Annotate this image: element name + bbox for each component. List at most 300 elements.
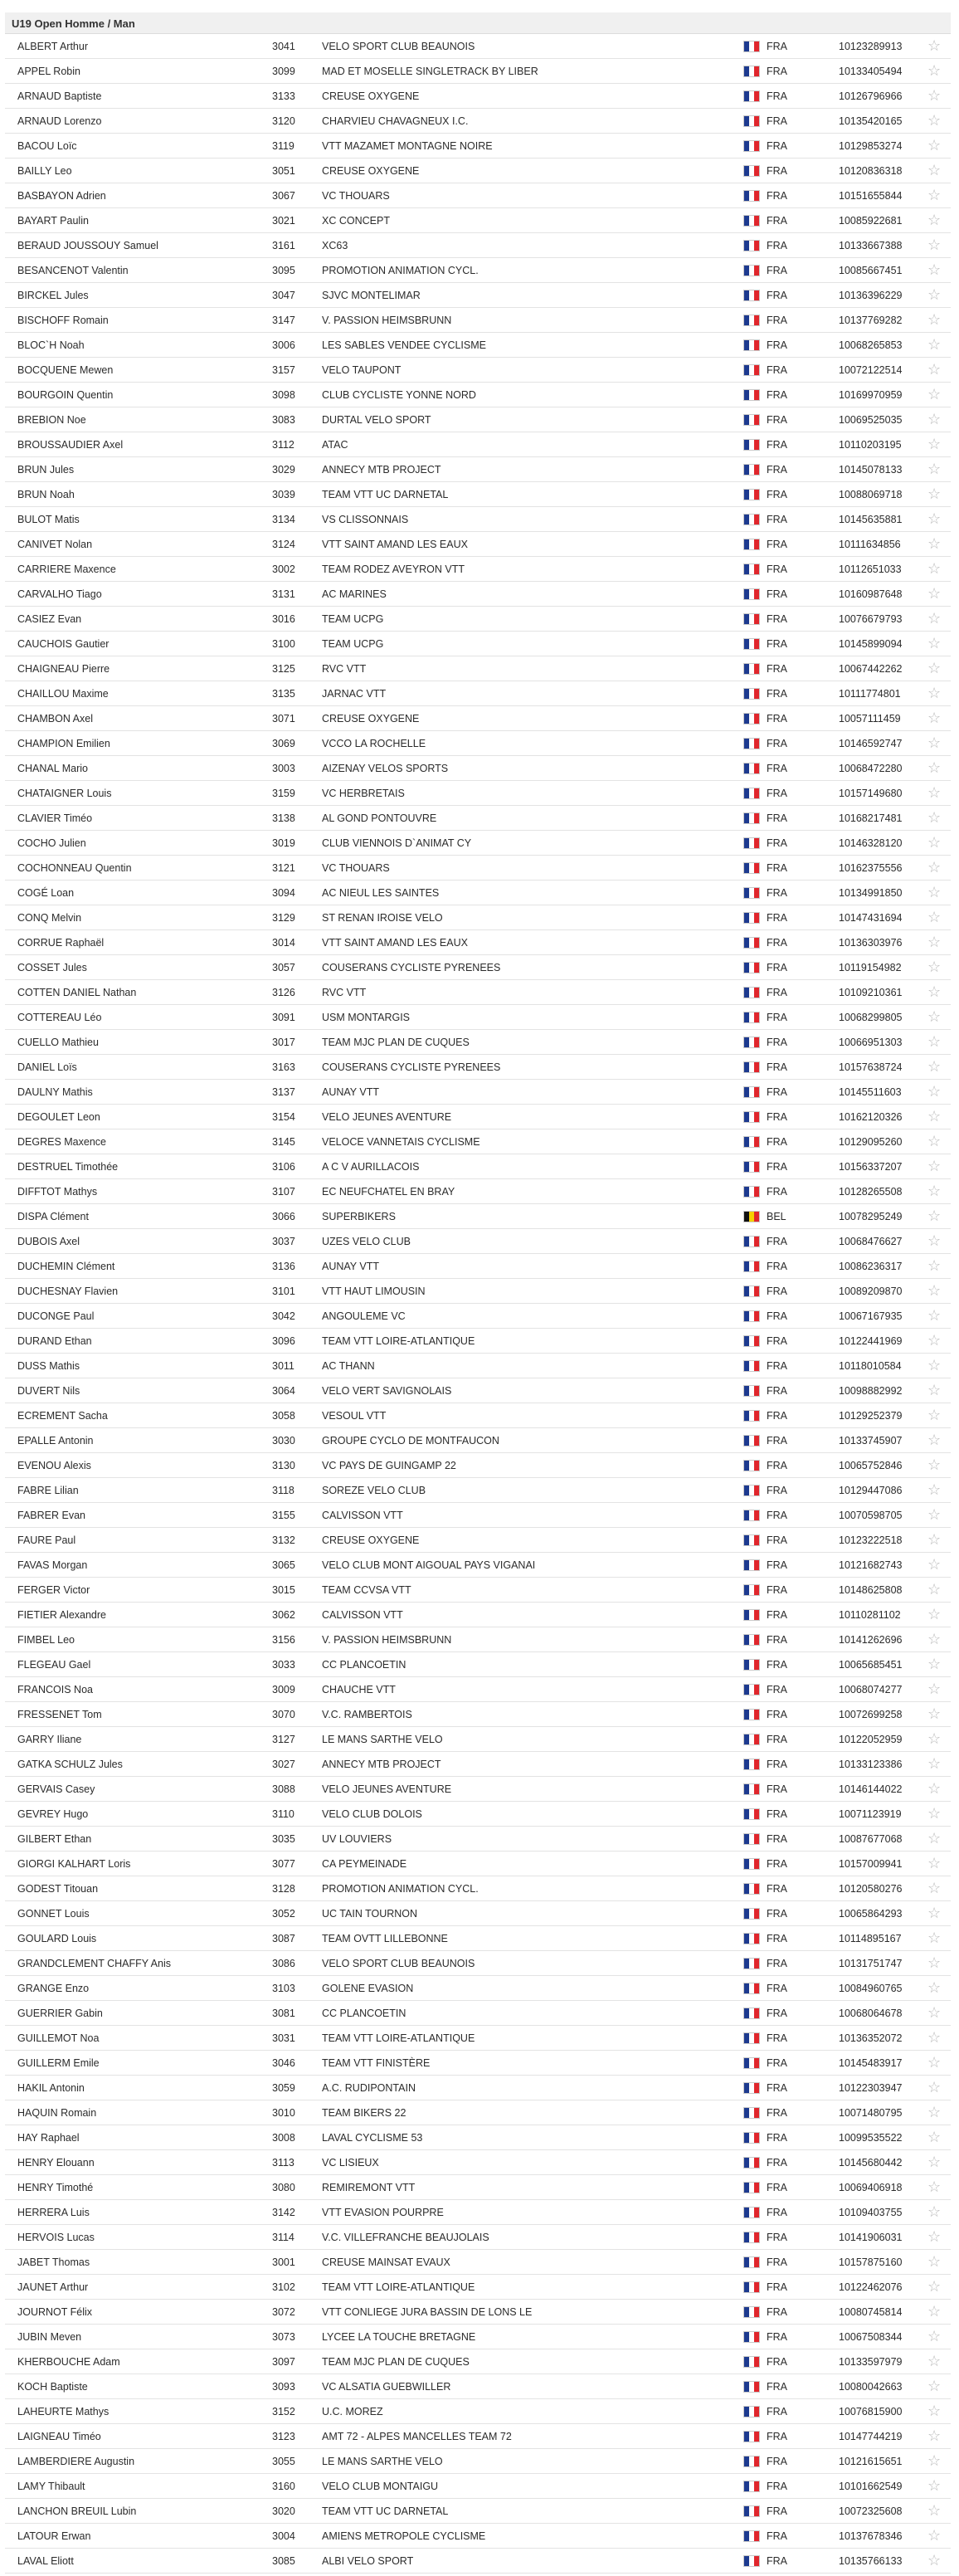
star-outline-icon[interactable]: ☆	[927, 710, 942, 726]
nationality-code: FRA	[767, 1609, 787, 1621]
rider-row	[5, 2275, 951, 2300]
star-outline-icon[interactable]: ☆	[927, 1133, 942, 1149]
star-outline-icon[interactable]: ☆	[927, 635, 942, 651]
uci-id: 10131751747	[839, 1958, 903, 1969]
star-outline-icon[interactable]: ☆	[927, 2154, 942, 2170]
star-outline-icon[interactable]: ☆	[927, 336, 942, 353]
uci-id: 10080745814	[839, 2306, 903, 2318]
club-name: VELO CLUB MONT AIGOUAL PAYS VIGANAI	[322, 1559, 536, 1571]
flag-fra-icon	[743, 2132, 760, 2144]
rider-name: DUVERT Nils	[17, 1385, 80, 1397]
rider-name: GRANDCLEMENT CHAFFY Anis	[17, 1958, 171, 1969]
star-outline-icon[interactable]: ☆	[927, 1282, 942, 1299]
bib-number: 3103	[272, 1983, 295, 1994]
star-outline-icon[interactable]: ☆	[927, 37, 942, 54]
bib-number: 3085	[272, 2555, 295, 2567]
bib-number: 3066	[272, 1211, 295, 1222]
flag-fra-icon	[743, 2281, 760, 2293]
star-outline-icon[interactable]: ☆	[927, 311, 942, 328]
bib-number: 3065	[272, 1559, 295, 1571]
nationality-code: FRA	[767, 1584, 787, 1596]
rider-name: BIRCKEL Jules	[17, 290, 89, 301]
star-outline-icon[interactable]: ☆	[927, 137, 942, 154]
rider-row	[5, 2424, 951, 2449]
star-outline-icon[interactable]: ☆	[927, 361, 942, 378]
club-name: CA PEYMEINADE	[322, 1858, 407, 1870]
club-name: VCCO LA ROCHELLE	[322, 738, 426, 749]
uci-id: 10114895167	[839, 1933, 902, 1944]
star-outline-icon[interactable]: ☆	[927, 261, 942, 278]
rider-row	[5, 806, 951, 831]
rider-name: CARVALHO Tiago	[17, 588, 102, 600]
nationality-code: FRA	[767, 1012, 787, 1023]
flag-fra-icon	[743, 1709, 760, 1720]
flag-fra-icon	[743, 265, 760, 276]
star-outline-icon[interactable]: ☆	[927, 1232, 942, 1249]
rider-row	[5, 208, 951, 233]
bib-number: 3070	[272, 1709, 295, 1720]
uci-id: 10133123386	[839, 1759, 903, 1770]
club-name: VC LISIEUX	[322, 2157, 379, 2169]
uci-id: 10111634856	[839, 539, 901, 550]
bib-number: 3011	[272, 1360, 295, 1372]
star-outline-icon[interactable]: ☆	[927, 1208, 942, 1224]
star-outline-icon[interactable]: ☆	[927, 2477, 942, 2494]
bib-number: 3110	[272, 1808, 295, 1820]
star-outline-icon[interactable]: ☆	[927, 1681, 942, 1697]
rider-name: FAVAS Morgan	[17, 1559, 88, 1571]
rider-row	[5, 1129, 951, 1154]
bib-number: 3047	[272, 290, 295, 301]
rider-name: FIMBEL Leo	[17, 1634, 75, 1646]
uci-id: 10151655844	[839, 190, 903, 202]
flag-fra-icon	[743, 2331, 760, 2343]
bib-number: 3159	[272, 788, 295, 799]
star-outline-icon[interactable]: ☆	[927, 2054, 942, 2071]
star-outline-icon[interactable]: ☆	[927, 87, 942, 104]
flag-fra-icon	[743, 862, 760, 874]
club-name: VC THOUARS	[322, 862, 390, 874]
rider-row	[5, 557, 951, 582]
nationality-code: FRA	[767, 1659, 787, 1671]
flag-fra-icon	[743, 788, 760, 799]
star-outline-icon[interactable]: ☆	[927, 1705, 942, 1722]
rider-row	[5, 2175, 951, 2200]
flag-fra-icon	[743, 2082, 760, 2094]
uci-id: 10099535522	[839, 2132, 903, 2144]
bib-number: 3042	[272, 1310, 295, 1322]
star-outline-icon[interactable]: ☆	[927, 2178, 942, 2195]
uci-id: 10069406918	[839, 2182, 903, 2193]
rider-name: GILBERT Ethan	[17, 1833, 92, 1845]
rider-row	[5, 1229, 951, 1254]
star-outline-icon[interactable]: ☆	[927, 411, 942, 427]
star-outline-icon[interactable]: ☆	[927, 1332, 942, 1349]
bib-number: 3157	[272, 364, 295, 376]
star-outline-icon[interactable]: ☆	[927, 237, 942, 253]
rider-name: FERGER Victor	[17, 1584, 90, 1596]
star-outline-icon[interactable]: ☆	[927, 535, 942, 552]
nationality-code: FRA	[767, 588, 787, 600]
star-outline-icon[interactable]: ☆	[927, 1183, 942, 1199]
club-name: VC HERBRETAIS	[322, 788, 405, 799]
star-outline-icon[interactable]: ☆	[927, 2378, 942, 2394]
star-outline-icon[interactable]: ☆	[927, 1730, 942, 1747]
star-outline-icon[interactable]: ☆	[927, 1606, 942, 1622]
uci-id: 10134991850	[839, 887, 903, 899]
star-outline-icon[interactable]: ☆	[927, 2328, 942, 2344]
rider-name: EVENOU Alexis	[17, 1460, 91, 1471]
uci-id: 10145899094	[839, 638, 903, 650]
star-outline-icon[interactable]: ☆	[927, 2303, 942, 2320]
star-outline-icon[interactable]: ☆	[927, 983, 942, 1000]
rider-name: LAVAL Eliott	[17, 2555, 74, 2567]
rider-name: CANIVET Nolan	[17, 539, 93, 550]
rider-name: CHATAIGNER Louis	[17, 788, 112, 799]
star-outline-icon[interactable]: ☆	[927, 884, 942, 900]
rider-row	[5, 2325, 951, 2349]
star-outline-icon[interactable]: ☆	[927, 461, 942, 477]
star-outline-icon[interactable]: ☆	[927, 1905, 942, 1921]
rider-row	[5, 1403, 951, 1428]
rider-name: DUCONGE Paul	[17, 1310, 95, 1322]
rider-name: HERVOIS Lucas	[17, 2232, 95, 2243]
star-outline-icon[interactable]: ☆	[927, 1108, 942, 1125]
bib-number: 3121	[272, 862, 295, 874]
uci-id: 10068265853	[839, 339, 903, 351]
bib-number: 3155	[272, 1510, 295, 1521]
rider-name: DESTRUEL Timothée	[17, 1161, 119, 1173]
bib-number: 3147	[272, 315, 295, 326]
flag-fra-icon	[743, 1186, 760, 1198]
rider-name: DEGOULET Leon	[17, 1111, 100, 1123]
nationality-code: FRA	[767, 613, 787, 625]
star-outline-icon[interactable]: ☆	[927, 959, 942, 975]
nationality-code: FRA	[767, 514, 787, 525]
flag-fra-icon	[743, 1012, 760, 1023]
star-outline-icon[interactable]: ☆	[927, 1357, 942, 1373]
rider-row	[5, 532, 951, 557]
star-outline-icon[interactable]: ☆	[927, 585, 942, 602]
flag-fra-icon	[743, 2381, 760, 2393]
star-outline-icon[interactable]: ☆	[927, 1930, 942, 1946]
rider-name: CHAMPION Emilien	[17, 738, 110, 749]
club-name: TEAM VTT LOIRE-ATLANTIQUE	[322, 1335, 475, 1347]
club-name: TEAM UCPG	[322, 613, 384, 625]
rider-row	[5, 681, 951, 706]
uci-id: 10135420165	[839, 115, 903, 127]
rider-row	[5, 109, 951, 134]
star-outline-icon[interactable]: ☆	[927, 1631, 942, 1647]
flag-bel-icon	[743, 1211, 760, 1222]
star-outline-icon[interactable]: ☆	[927, 734, 942, 751]
rider-row	[5, 134, 951, 159]
star-outline-icon[interactable]: ☆	[927, 510, 942, 527]
club-name: CHARVIEU CHAVAGNEUX I.C.	[322, 115, 469, 127]
bib-number: 3152	[272, 2406, 295, 2417]
rider-name: DISPA Clément	[17, 1211, 89, 1222]
bib-number: 3055	[272, 2456, 295, 2467]
flag-fra-icon	[743, 2207, 760, 2218]
club-name: CALVISSON VTT	[322, 1609, 403, 1621]
star-outline-icon[interactable]: ☆	[927, 1481, 942, 1498]
star-outline-icon[interactable]: ☆	[927, 1581, 942, 1598]
bib-number: 3096	[272, 1335, 295, 1347]
rider-name: DURAND Ethan	[17, 1335, 92, 1347]
club-name: VTT SAINT AMAND LES EAUX	[322, 937, 468, 949]
star-outline-icon[interactable]: ☆	[927, 2029, 942, 2046]
rider-name: KOCH Baptiste	[17, 2381, 88, 2393]
star-outline-icon[interactable]: ☆	[927, 2452, 942, 2469]
star-outline-icon[interactable]: ☆	[927, 62, 942, 79]
star-outline-icon[interactable]: ☆	[927, 162, 942, 178]
rider-name: HERRERA Luis	[17, 2207, 90, 2218]
star-outline-icon[interactable]: ☆	[927, 610, 942, 627]
flag-fra-icon	[743, 1808, 760, 1820]
club-name: UV LOUVIERS	[322, 1833, 392, 1845]
star-outline-icon[interactable]: ☆	[927, 1880, 942, 1896]
star-outline-icon[interactable]: ☆	[927, 1382, 942, 1398]
nationality-code: FRA	[767, 1983, 787, 1994]
club-name: AMIENS METROPOLE CYCLISME	[322, 2530, 486, 2542]
rider-row	[5, 1279, 951, 1304]
star-outline-icon[interactable]: ☆	[927, 909, 942, 925]
nationality-code: FRA	[767, 2008, 787, 2019]
rider-name: FAURE Paul	[17, 1534, 76, 1546]
star-outline-icon[interactable]: ☆	[927, 660, 942, 676]
flag-fra-icon	[743, 2057, 760, 2069]
star-outline-icon[interactable]: ☆	[927, 1556, 942, 1573]
nationality-code: FRA	[767, 1634, 787, 1646]
club-name: COUSERANS CYCLISTE PYRENEES	[322, 962, 501, 973]
nationality-code: FRA	[767, 2331, 787, 2343]
flag-fra-icon	[743, 1609, 760, 1621]
star-outline-icon[interactable]: ☆	[927, 1506, 942, 1523]
star-outline-icon[interactable]: ☆	[927, 2427, 942, 2444]
star-outline-icon[interactable]: ☆	[927, 1780, 942, 1797]
flag-fra-icon	[743, 1734, 760, 1745]
uci-id: 10129853274	[839, 140, 903, 152]
star-outline-icon[interactable]: ☆	[927, 1158, 942, 1174]
star-outline-icon[interactable]: ☆	[927, 2527, 942, 2544]
star-outline-icon[interactable]: ☆	[927, 386, 942, 402]
rider-name: HAY Raphael	[17, 2132, 80, 2144]
category-header	[5, 12, 951, 34]
uci-id: 10089209870	[839, 1286, 903, 1297]
rider-row	[5, 457, 951, 482]
uci-id: 10148625808	[839, 1584, 903, 1596]
nationality-code: FRA	[767, 1858, 787, 1870]
rider-row	[5, 1055, 951, 1080]
flag-fra-icon	[743, 2431, 760, 2442]
nationality-code: FRA	[767, 115, 787, 127]
rider-name: GONNET Louis	[17, 1908, 90, 1920]
star-outline-icon[interactable]: ☆	[927, 1979, 942, 1996]
star-outline-icon[interactable]: ☆	[927, 2203, 942, 2220]
club-name: COUSERANS CYCLISTE PYRENEES	[322, 1061, 501, 1073]
club-name: AC THANN	[322, 1360, 375, 1372]
nationality-code: FRA	[767, 66, 787, 77]
star-outline-icon[interactable]: ☆	[927, 1432, 942, 1448]
nationality-code: FRA	[767, 1136, 787, 1148]
star-outline-icon[interactable]: ☆	[927, 1830, 942, 1847]
rider-name: CLAVIER Timéo	[17, 812, 93, 824]
club-name: VC ALSATIA GUEBWILLER	[322, 2381, 451, 2393]
bib-number: 3093	[272, 2381, 295, 2393]
star-outline-icon[interactable]: ☆	[927, 112, 942, 129]
bib-number: 3010	[272, 2107, 295, 2119]
star-outline-icon[interactable]: ☆	[927, 212, 942, 228]
rider-row	[5, 1876, 951, 1901]
rider-name: ARNAUD Lorenzo	[17, 115, 102, 127]
star-outline-icon[interactable]: ☆	[927, 784, 942, 801]
star-outline-icon[interactable]: ☆	[927, 2079, 942, 2095]
club-name: A.C. RUDIPONTAIN	[322, 2082, 416, 2094]
star-outline-icon[interactable]: ☆	[927, 1456, 942, 1473]
club-name: VELO TAUPONT	[322, 364, 402, 376]
flag-fra-icon	[743, 688, 760, 700]
star-outline-icon[interactable]: ☆	[927, 1008, 942, 1025]
rider-row	[5, 258, 951, 283]
star-outline-icon[interactable]: ☆	[927, 2004, 942, 2021]
flag-fra-icon	[743, 2306, 760, 2318]
rider-row	[5, 1578, 951, 1603]
bib-number: 3016	[272, 613, 295, 625]
bib-number: 3057	[272, 962, 295, 973]
star-outline-icon[interactable]: ☆	[927, 685, 942, 701]
star-outline-icon[interactable]: ☆	[927, 560, 942, 577]
uci-id: 10141262696	[839, 1634, 903, 1646]
rider-name: CUELLO Mathieu	[17, 1037, 99, 1048]
star-outline-icon[interactable]: ☆	[927, 1257, 942, 1274]
flag-fra-icon	[743, 1759, 760, 1770]
star-outline-icon[interactable]: ☆	[927, 2278, 942, 2295]
flag-fra-icon	[743, 2008, 760, 2019]
star-outline-icon[interactable]: ☆	[927, 2253, 942, 2270]
star-outline-icon[interactable]: ☆	[927, 436, 942, 452]
rider-name: LANCHON BREUIL Lubin	[17, 2505, 137, 2517]
star-outline-icon[interactable]: ☆	[927, 859, 942, 876]
club-name: VESOUL VTT	[322, 1410, 387, 1422]
rider-row	[5, 1378, 951, 1403]
nationality-code: FRA	[767, 1460, 787, 1471]
star-outline-icon[interactable]: ☆	[927, 187, 942, 203]
star-outline-icon[interactable]: ☆	[927, 1755, 942, 1772]
nationality-code: FRA	[767, 1435, 787, 1447]
club-name: CREUSE OXYGENE	[322, 1534, 420, 1546]
star-outline-icon[interactable]: ☆	[927, 485, 942, 502]
uci-id: 10122303947	[839, 2082, 903, 2094]
uci-id: 10111774801	[839, 688, 901, 700]
flag-fra-icon	[743, 439, 760, 451]
star-outline-icon[interactable]: ☆	[927, 1531, 942, 1548]
nationality-code: FRA	[767, 1510, 787, 1521]
star-outline-icon[interactable]: ☆	[927, 2104, 942, 2120]
start-list	[5, 12, 951, 2574]
rider-row	[5, 59, 951, 84]
uci-id: 10065685451	[839, 1659, 903, 1671]
uci-id: 10110281102	[839, 1609, 901, 1621]
bib-number: 3097	[272, 2356, 295, 2368]
nationality-code: FRA	[767, 2481, 787, 2492]
flag-fra-icon	[743, 2256, 760, 2268]
uci-id: 10078295249	[839, 1211, 903, 1222]
club-name: VELO VERT SAVIGNOLAIS	[322, 1385, 452, 1397]
nationality-code: FRA	[767, 1236, 787, 1247]
star-outline-icon[interactable]: ☆	[927, 809, 942, 826]
uci-id: 10121615651	[839, 2456, 903, 2467]
bib-number: 3136	[272, 1261, 295, 1272]
club-name: AL GOND PONTOUVRE	[322, 812, 437, 824]
flag-fra-icon	[743, 1883, 760, 1895]
star-outline-icon[interactable]: ☆	[927, 1083, 942, 1100]
star-outline-icon[interactable]: ☆	[927, 2353, 942, 2369]
rider-name: CHANAL Mario	[17, 763, 88, 774]
star-outline-icon[interactable]: ☆	[927, 2228, 942, 2245]
star-outline-icon[interactable]: ☆	[927, 2502, 942, 2519]
club-name: AUNAY VTT	[322, 1261, 379, 1272]
flag-fra-icon	[743, 1634, 760, 1646]
star-outline-icon[interactable]: ☆	[927, 1407, 942, 1423]
rider-row	[5, 1329, 951, 1354]
star-outline-icon[interactable]: ☆	[927, 1954, 942, 1971]
bib-number: 3052	[272, 1908, 295, 1920]
flag-fra-icon	[743, 165, 760, 177]
star-outline-icon[interactable]: ☆	[927, 2403, 942, 2419]
rider-row	[5, 1827, 951, 1852]
club-name: TEAM RODEZ AVEYRON VTT	[322, 564, 465, 575]
bib-number: 3128	[272, 1883, 295, 1895]
rider-row	[5, 2076, 951, 2100]
flag-fra-icon	[743, 1360, 760, 1372]
flag-fra-icon	[743, 1510, 760, 1521]
rider-list	[5, 34, 951, 2574]
flag-fra-icon	[743, 1485, 760, 1496]
star-outline-icon[interactable]: ☆	[927, 1805, 942, 1822]
star-outline-icon[interactable]: ☆	[927, 834, 942, 851]
nationality-code: FRA	[767, 2406, 787, 2417]
star-outline-icon[interactable]: ☆	[927, 759, 942, 776]
star-outline-icon[interactable]: ☆	[927, 286, 942, 303]
star-outline-icon[interactable]: ☆	[927, 1033, 942, 1050]
rider-name: CONQ Melvin	[17, 912, 82, 924]
nationality-code: FRA	[767, 1086, 787, 1098]
nationality-code: FRA	[767, 2530, 787, 2542]
rider-name: CHAMBON Axel	[17, 713, 93, 724]
star-outline-icon[interactable]: ☆	[927, 1855, 942, 1871]
star-outline-icon[interactable]: ☆	[927, 2552, 942, 2569]
nationality-code: FRA	[767, 489, 787, 500]
star-outline-icon[interactable]: ☆	[927, 1307, 942, 1324]
rider-name: BOURGOIN Quentin	[17, 389, 114, 401]
star-outline-icon[interactable]: ☆	[927, 2129, 942, 2145]
flag-fra-icon	[743, 613, 760, 625]
bib-number: 3030	[272, 1435, 295, 1447]
nationality-code: FRA	[767, 2182, 787, 2193]
star-outline-icon[interactable]: ☆	[927, 934, 942, 950]
star-outline-icon[interactable]: ☆	[927, 1656, 942, 1672]
bib-number: 3072	[272, 2306, 295, 2318]
rider-row	[5, 905, 951, 930]
uci-id: 10072122514	[839, 364, 903, 376]
star-outline-icon[interactable]: ☆	[927, 1058, 942, 1075]
nationality-code: FRA	[767, 937, 787, 949]
uci-id: 10109210361	[839, 987, 903, 998]
nationality-code: FRA	[767, 140, 787, 152]
nationality-code: FRA	[767, 1410, 787, 1422]
bib-number: 3073	[272, 2331, 295, 2343]
uci-id: 10157149680	[839, 788, 903, 799]
